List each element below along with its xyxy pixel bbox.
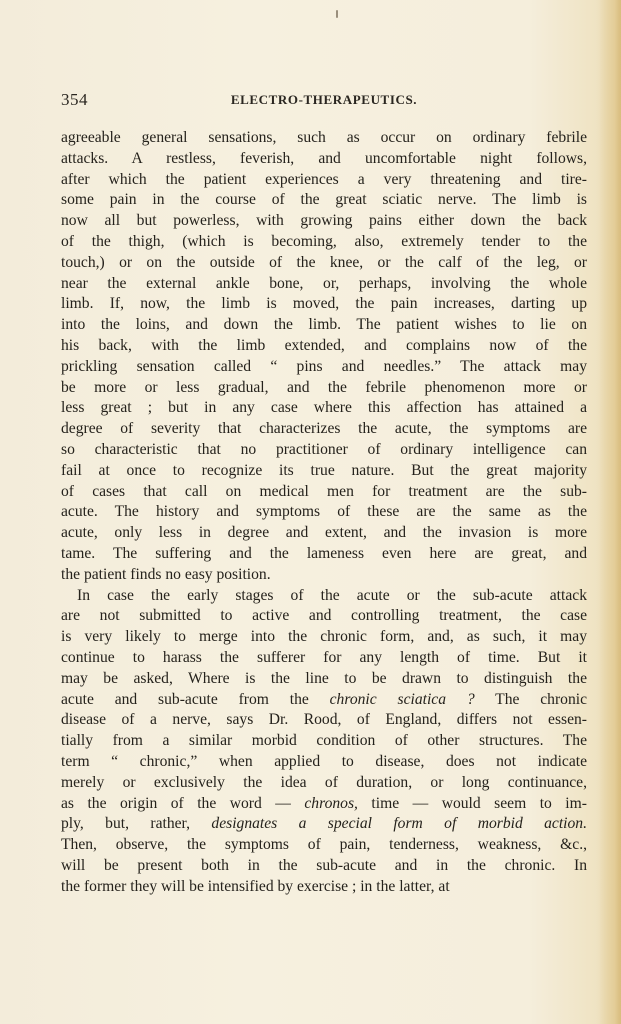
running-head: ELECTRO-THERAPEUTICS. [230, 92, 418, 107]
text-line: is very likely to merge into the chronic form, and, as such, it may [61, 628, 587, 646]
text-line: of the thigh, (which is becoming, also, extremely tender to the [61, 232, 587, 250]
text-line [61, 794, 587, 815]
paragraph-end-line: the patient finds no easy position. [61, 565, 271, 583]
text-line: will be present both in the sub-acute and in the chronic. In [61, 856, 587, 874]
text-line: near the external ankle bone, or, perhaps, involving the whole [61, 274, 587, 292]
text-line: now all but powerless, with growing pains either down the back [61, 212, 587, 230]
text-line: disease of a nerve, says Dr. Rood, of England, differs not essen- [61, 711, 587, 729]
text-run: The chronic [495, 690, 587, 708]
text-line: some pain in the course of the great sciatic nerve. The limb is [61, 191, 587, 209]
page-number: 354 [61, 90, 88, 109]
text-line: into the loins, and down the limb. The patient wishes to lie on [61, 316, 587, 334]
text-line: term “ chronic,” when applied to disease, does not indicate [61, 752, 587, 770]
text-line: after which the patient experiences a very threatening and tire- [61, 170, 587, 188]
text-line: may be asked, Where is the line to be drawn to distinguish the [61, 669, 587, 687]
page-edge-shadow [599, 0, 621, 1024]
text-line: tially from a similar morbid condition of other structures. The [61, 732, 587, 750]
text-line: less great ; but in any case where this affection has attained a [61, 399, 587, 417]
text-run: time — would seem to im- [371, 794, 587, 812]
italic-run: chronos, [304, 794, 358, 812]
text-line [61, 814, 587, 835]
text-line: limb. If, now, the limb is moved, the pain increases, darting up [61, 295, 587, 313]
italic-run: designates a special form of morbid action. [211, 815, 587, 833]
text-line: tame. The suffering and the lameness even here are great, and [61, 544, 587, 562]
text-line: be more or less gradual, and the febrile phenomenon more or [61, 378, 587, 396]
text-line: so characteristic that no practitioner of ordinary intelligence can [61, 440, 587, 458]
text-line: the former they will be intensified by exercise ; in the latter, at [61, 877, 450, 895]
text-line: acute, only less in degree and extent, and the invasion is more [61, 524, 587, 542]
text-line: of cases that call on medical men for treatment are the sub- [61, 482, 587, 500]
text-line: are not submitted to active and controlling treatment, the case [61, 607, 587, 625]
text-line: touch,) or on the outside of the knee, or the calf of the leg, or [61, 253, 587, 271]
paragraph-start-line: In case the early stages of the acute or the sub-acute attack [77, 586, 587, 604]
text-line [61, 690, 587, 711]
ink-speck [336, 10, 338, 18]
text-line: degree of severity that characterizes the acute, the symptoms are [61, 420, 587, 438]
text-line: his back, with the limb extended, and complains now of the [61, 336, 587, 354]
text-line: Then, observe, the symptoms of pain, tenderness, weakness, &c., [61, 836, 587, 854]
text-line: attacks. A restless, feverish, and uncomfortable night follows, [61, 149, 587, 167]
text-line: merely or exclusively the idea of duration, or long continuance, [61, 773, 587, 791]
text-line: acute. The history and symptoms of these are the same as the [61, 503, 587, 521]
body-text [61, 128, 587, 897]
text-line: fail at once to recognize its true nature. But the great majority [61, 461, 587, 479]
italic-run: chronic sciatica ? [329, 690, 475, 708]
text-run: acute and sub-acute from the [61, 690, 309, 708]
text-line: agreeable general sensations, such as occur on ordinary febrile [61, 129, 587, 146]
text-line: prickling sensation called “ pins and needles.” The attack may [61, 357, 587, 375]
text-run: as the origin of the word — [61, 794, 291, 812]
text-run: ply, but, rather, [61, 815, 191, 833]
text-line: continue to harass the sufferer for any length of time. But it [61, 648, 587, 666]
